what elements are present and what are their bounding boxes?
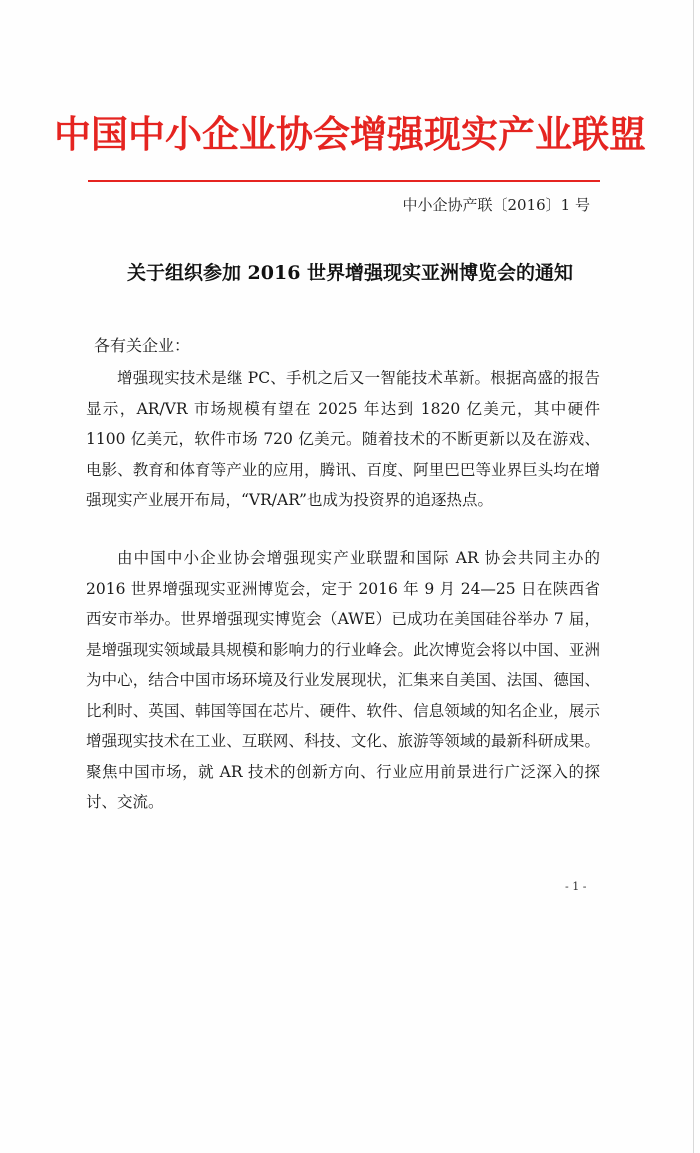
- notice-title: 关于组织参加 2016 世界增强现实亚洲博览会的通知: [126, 262, 574, 284]
- salutation: 各有关企业：: [94, 336, 191, 355]
- header-red-rule: [88, 180, 600, 182]
- organization-header: 中国中小企业协会增强现实产业联盟: [54, 113, 646, 156]
- body-paragraph-1: 增强现实技术是继 PC、手机之后又一智能技术革新。根据高盛的报告显示，AR/VR 市场规模有望在 2025 年达到 1820 亿美元，其中硬件 1100 亿美元，软件市场 720 亿美元。随着技术的不断更新以及在游戏、电影、教育和体育等产业的应用，腾讯、百度、阿里巴巴等业界巨头均在增强现实产业展开布局，“VR/AR”也成为投资界的追逐热点。: [86, 369, 600, 509]
- page-number: - 1 -: [565, 880, 587, 893]
- page-edge-line: [693, 0, 694, 1153]
- body-paragraph-2: 由中国中小企业协会增强现实产业联盟和国际 AR 协会共同主办的 2016 世界增强现实亚洲博览会，定于 2016 年 9 月 24—25 日在陕西省西安市举办。世界增强现实博览会（AWE）已成功在美国硅谷举办 7 届，是增强现实领域最具规模和影响力的行业峰会。此次博览会将以中国、亚洲为中心，结合中国市场环境及行业发展现状，汇集来自美国、法国、德国、比利时、英国、韩国等国在芯片、硬件、软件、信息领域的知名企业，展示增强现实技术在工业、互联网、科技、文化、旅游等领域的最新科研成果。聚焦中国市场，就 AR 技术的创新方向、行业应用前景进行广泛深入的探讨、交流。: [86, 549, 600, 811]
- document-number: 中小企协产联〔2016〕1 号: [402, 196, 590, 214]
